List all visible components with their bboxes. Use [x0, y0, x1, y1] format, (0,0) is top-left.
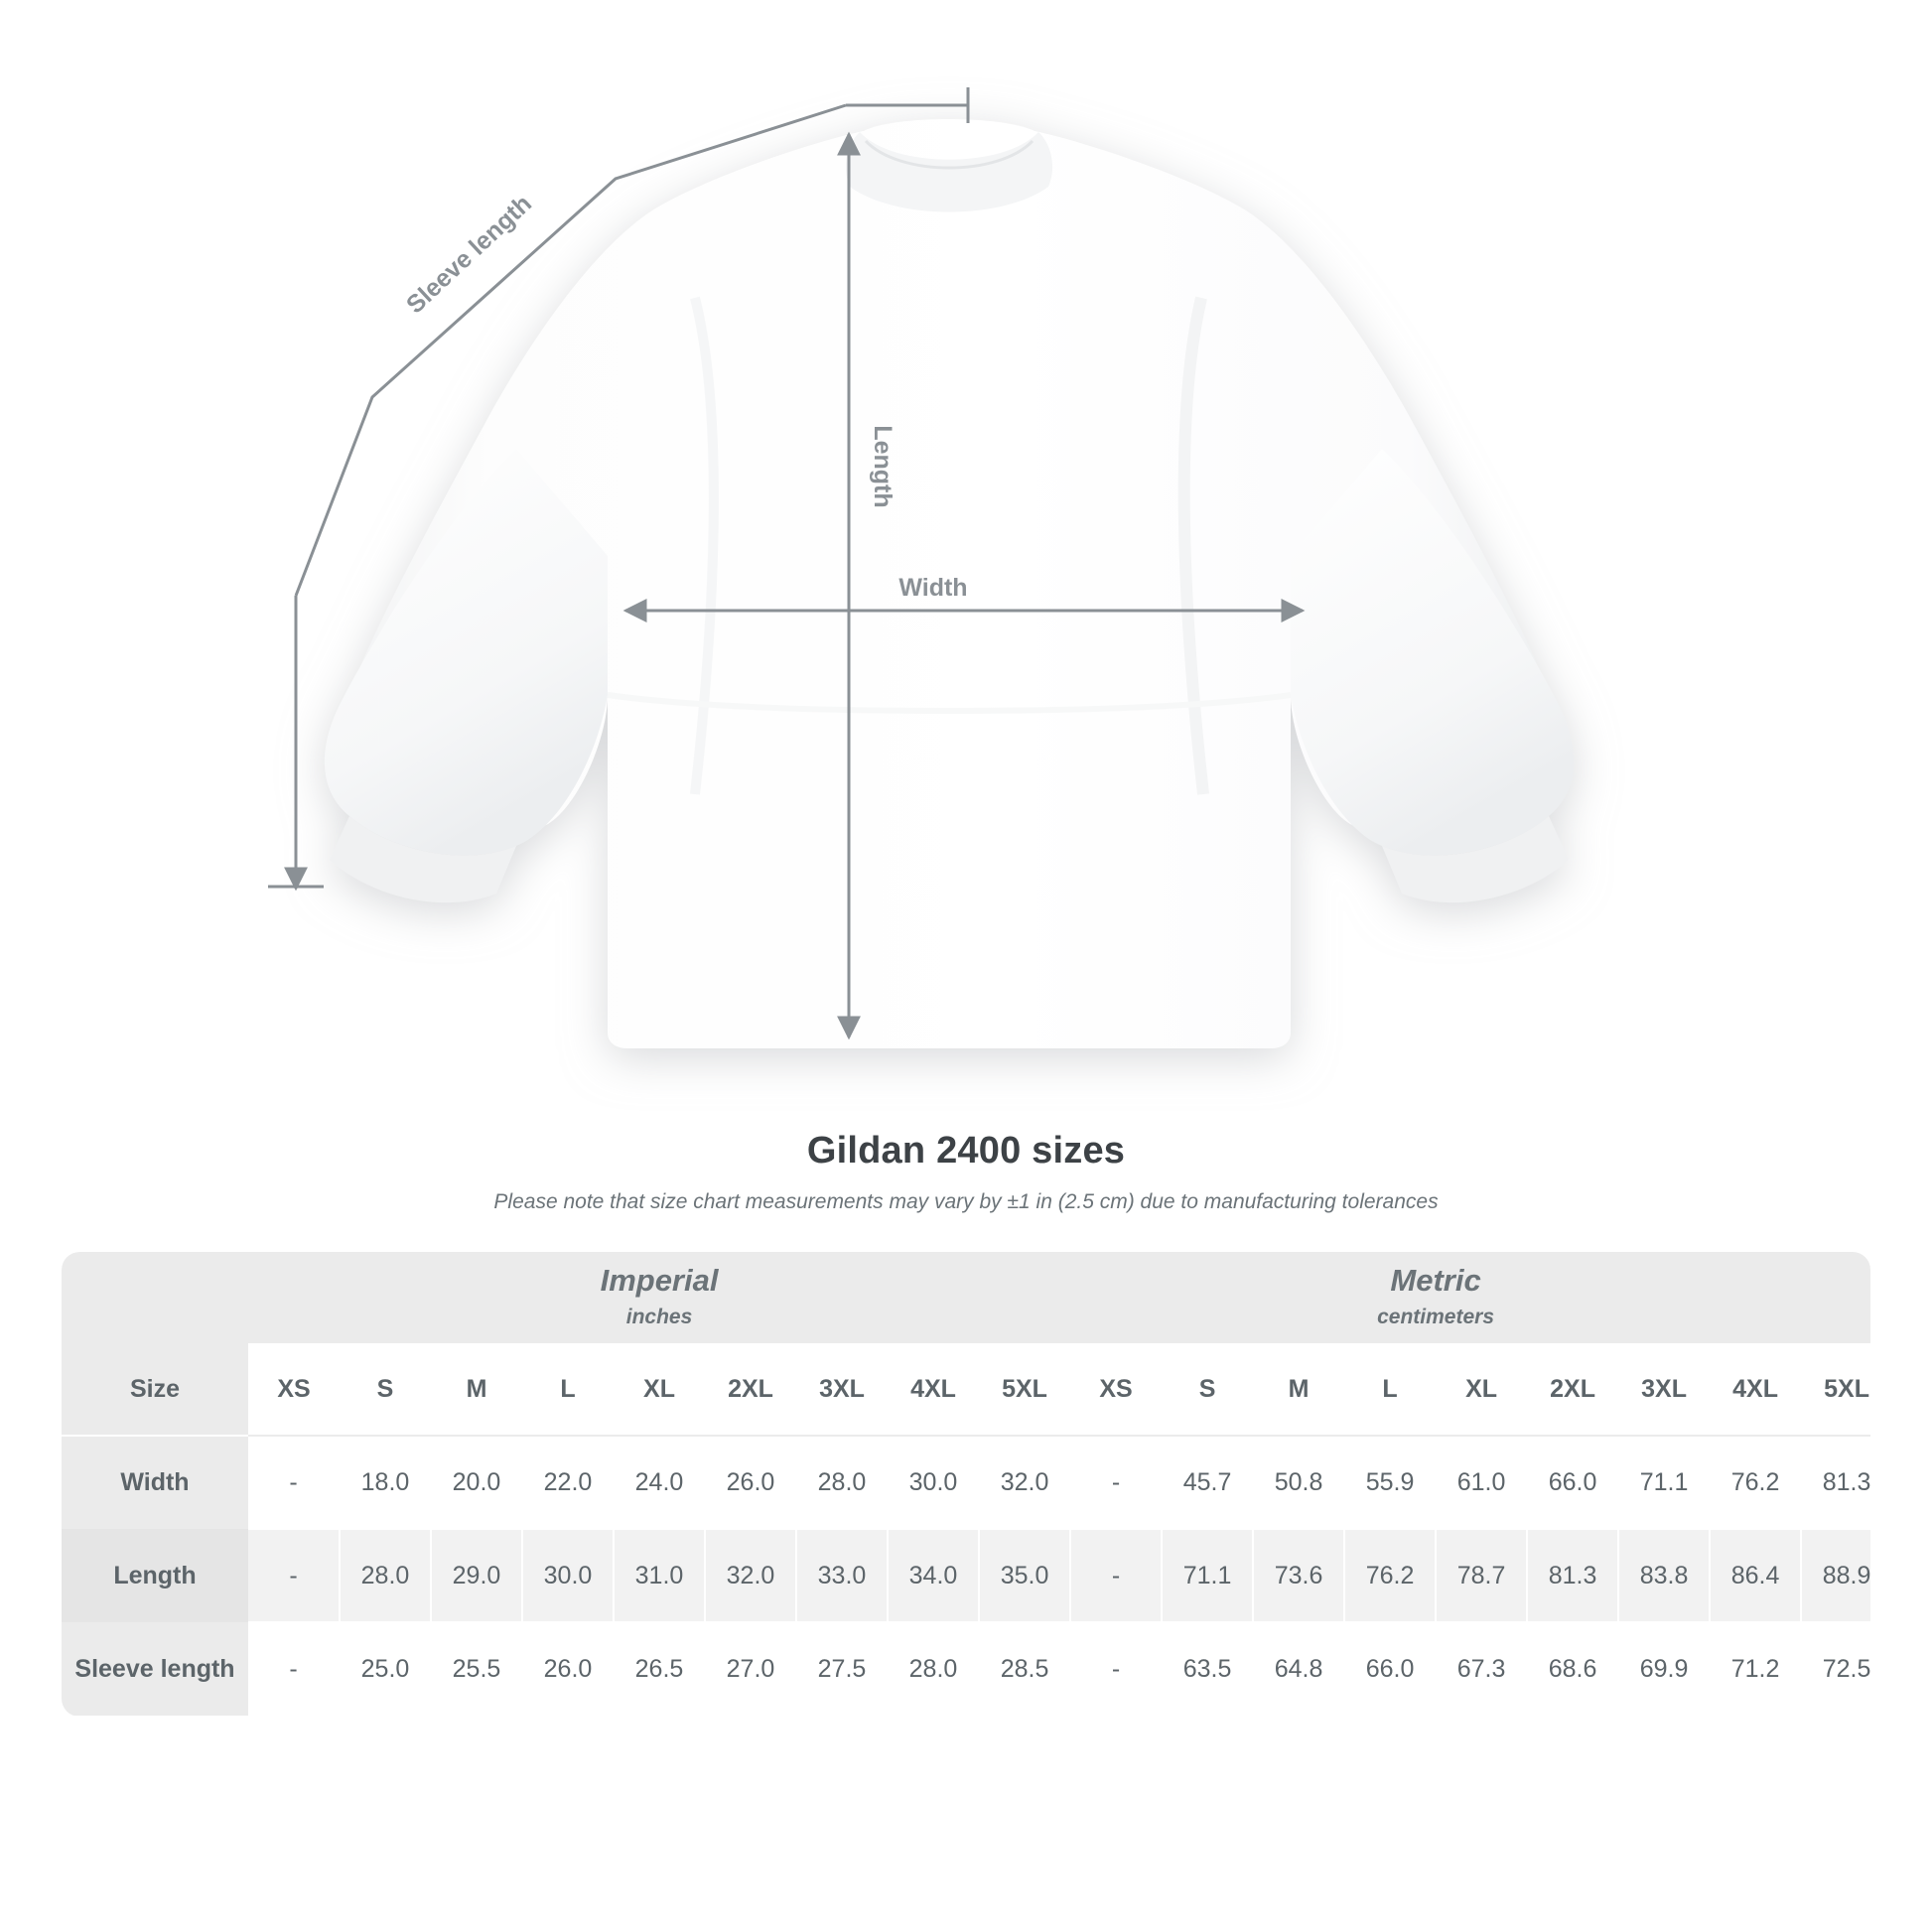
cell-width-imperial-5xl: 32.0 [979, 1436, 1070, 1529]
cell-length-imperial-2xl: 32.0 [705, 1529, 796, 1622]
cell-width-metric-xl: 61.0 [1436, 1436, 1527, 1529]
chart-title-block [0, 1130, 1932, 1214]
cell-width-imperial-m: 20.0 [431, 1436, 522, 1529]
cell-sleeve-metric-4xl: 71.2 [1710, 1622, 1801, 1716]
width-label: Width [898, 574, 968, 602]
column-header-imperial-3xl: 3XL [796, 1343, 888, 1436]
size-header-row [62, 1343, 1870, 1436]
sleeve-length-label: Sleeve length [401, 189, 538, 320]
cell-width-imperial-4xl: 30.0 [888, 1436, 979, 1529]
unit-group-row [62, 1252, 1870, 1343]
column-header-metric-2xl: 2XL [1527, 1343, 1618, 1436]
cell-sleeve-imperial-3xl: 27.5 [796, 1622, 888, 1716]
column-header-imperial-s: S [340, 1343, 431, 1436]
cell-length-imperial-4xl: 34.0 [888, 1529, 979, 1622]
column-header-metric-l: L [1344, 1343, 1436, 1436]
column-header-metric-3xl: 3XL [1618, 1343, 1710, 1436]
cell-sleeve-imperial-2xl: 27.0 [705, 1622, 796, 1716]
size-header-label: Size [62, 1343, 248, 1436]
cell-sleeve-metric-5xl: 72.5 [1801, 1622, 1870, 1716]
unit-group-imperial [248, 1252, 1070, 1343]
row-label-length: Length [62, 1529, 248, 1622]
column-header-imperial-m: M [431, 1343, 522, 1436]
cell-width-metric-xs: - [1070, 1436, 1162, 1529]
cell-width-imperial-l: 22.0 [522, 1436, 614, 1529]
cell-width-metric-m: 50.8 [1253, 1436, 1344, 1529]
cell-width-imperial-s: 18.0 [340, 1436, 431, 1529]
unit-group-imperial-name: Imperial [600, 1262, 719, 1298]
cell-width-imperial-3xl: 28.0 [796, 1436, 888, 1529]
cell-length-metric-4xl: 86.4 [1710, 1529, 1801, 1622]
unit-group-metric-sub: centimeters [1377, 1305, 1495, 1328]
cell-sleeve-metric-l: 66.0 [1344, 1622, 1436, 1716]
cell-sleeve-metric-xs: - [1070, 1622, 1162, 1716]
cell-width-metric-l: 55.9 [1344, 1436, 1436, 1529]
row-label-sleeve-length: Sleeve length [62, 1622, 248, 1716]
cell-length-imperial-m: 29.0 [431, 1529, 522, 1622]
cell-sleeve-metric-xl: 67.3 [1436, 1622, 1527, 1716]
cell-length-metric-5xl: 88.9 [1801, 1529, 1870, 1622]
cell-sleeve-metric-m: 64.8 [1253, 1622, 1344, 1716]
cell-sleeve-imperial-5xl: 28.5 [979, 1622, 1070, 1716]
cell-length-metric-xl: 78.7 [1436, 1529, 1527, 1622]
cell-width-imperial-2xl: 26.0 [705, 1436, 796, 1529]
cell-length-imperial-3xl: 33.0 [796, 1529, 888, 1622]
cell-length-imperial-l: 30.0 [522, 1529, 614, 1622]
cell-width-imperial-xl: 24.0 [614, 1436, 705, 1529]
cell-sleeve-imperial-4xl: 28.0 [888, 1622, 979, 1716]
cell-sleeve-metric-s: 63.5 [1162, 1622, 1253, 1716]
cell-length-imperial-5xl: 35.0 [979, 1529, 1070, 1622]
table-corner-left [62, 1252, 248, 1343]
cell-length-metric-l: 76.2 [1344, 1529, 1436, 1622]
cell-length-metric-m: 73.6 [1253, 1529, 1344, 1622]
cell-length-metric-3xl: 83.8 [1618, 1529, 1710, 1622]
cell-sleeve-metric-3xl: 69.9 [1618, 1622, 1710, 1716]
cell-sleeve-imperial-m: 25.5 [431, 1622, 522, 1716]
column-header-metric-4xl: 4XL [1710, 1343, 1801, 1436]
table-row [62, 1436, 1870, 1529]
cell-sleeve-metric-2xl: 68.6 [1527, 1622, 1618, 1716]
cell-sleeve-imperial-s: 25.0 [340, 1622, 431, 1716]
column-header-imperial-4xl: 4XL [888, 1343, 979, 1436]
column-header-metric-5xl: 5XL [1801, 1343, 1870, 1436]
column-header-metric-xl: XL [1436, 1343, 1527, 1436]
cell-sleeve-imperial-l: 26.0 [522, 1622, 614, 1716]
cell-sleeve-imperial-xl: 26.5 [614, 1622, 705, 1716]
column-header-imperial-2xl: 2XL [705, 1343, 796, 1436]
table-corner-right [1801, 1252, 1870, 1343]
row-label-width: Width [62, 1436, 248, 1529]
cell-length-imperial-xs: - [248, 1529, 340, 1622]
column-header-metric-m: M [1253, 1343, 1344, 1436]
cell-length-metric-2xl: 81.3 [1527, 1529, 1618, 1622]
column-header-metric-s: S [1162, 1343, 1253, 1436]
cell-width-metric-5xl: 81.3 [1801, 1436, 1870, 1529]
cell-width-metric-4xl: 76.2 [1710, 1436, 1801, 1529]
cell-width-metric-2xl: 66.0 [1527, 1436, 1618, 1529]
cell-length-metric-s: 71.1 [1162, 1529, 1253, 1622]
cell-width-metric-3xl: 71.1 [1618, 1436, 1710, 1529]
table-row [62, 1622, 1870, 1716]
unit-group-metric [1070, 1252, 1801, 1343]
cell-width-metric-s: 45.7 [1162, 1436, 1253, 1529]
column-header-imperial-l: L [522, 1343, 614, 1436]
unit-group-imperial-sub: inches [625, 1305, 693, 1328]
cell-length-imperial-xl: 31.0 [614, 1529, 705, 1622]
tolerance-note: Please note that size chart measurements may vary by ±1 in (2.5 cm) due to manufacturing tolerances [493, 1190, 1439, 1213]
size-table-wrapper [62, 1252, 1870, 1717]
unit-group-metric-name: Metric [1390, 1262, 1481, 1298]
size-chart-table [62, 1252, 1870, 1717]
cell-length-imperial-s: 28.0 [340, 1529, 431, 1622]
column-header-imperial-xs: XS [248, 1343, 340, 1436]
cell-length-metric-xs: - [1070, 1529, 1162, 1622]
table-row [62, 1529, 1870, 1622]
column-header-imperial-5xl: 5XL [979, 1343, 1070, 1436]
cell-sleeve-imperial-xs: - [248, 1622, 340, 1716]
length-label: Length [869, 425, 897, 508]
page-title: Gildan 2400 sizes [806, 1130, 1126, 1172]
column-header-imperial-xl: XL [614, 1343, 705, 1436]
column-header-metric-xs: XS [1070, 1343, 1162, 1436]
cell-width-imperial-xs: - [248, 1436, 340, 1529]
